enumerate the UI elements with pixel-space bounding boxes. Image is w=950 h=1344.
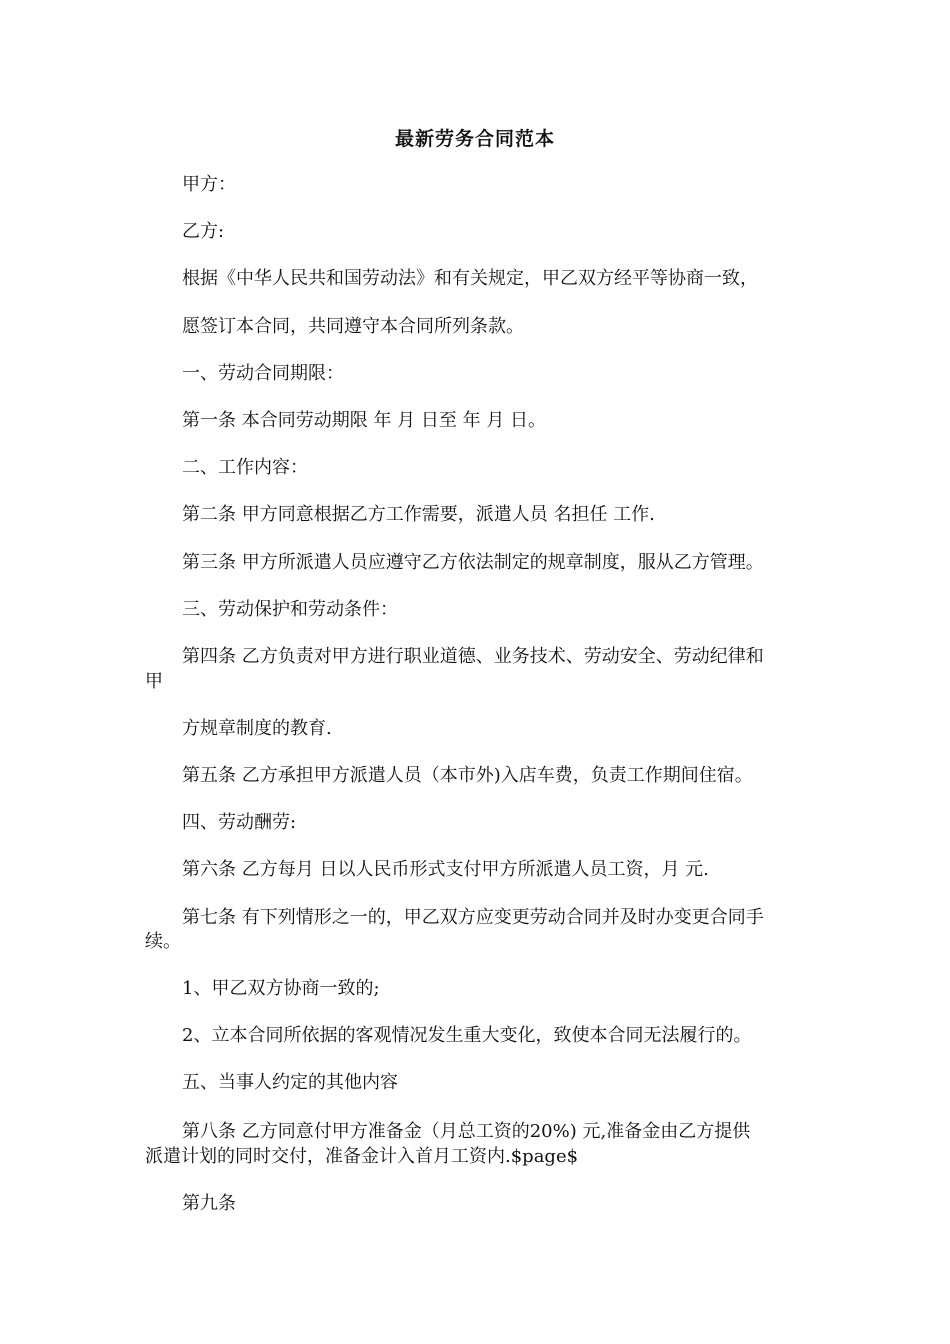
article-8-line-1: 第八条 乙方同意付甲方准备金（月总工资的20%) 元,准备金由乙方提供: [182, 1121, 751, 1142]
article-7-line-1: 第七条 有下列情形之一的，甲乙双方应变更劳动合同并及时办变更合同手: [182, 907, 764, 928]
article-4-line-1: 第四条 乙方负责对甲方进行职业道德、业务技术、劳动安全、劳动纪律和: [182, 646, 764, 667]
article-3: 第三条 甲方所派遣人员应遵守乙方依法制定的规章制度，服从乙方管理。: [182, 552, 764, 573]
article-6: 第六条 乙方每月 日以人民币形式支付甲方所派遣人员工资，月 元.: [182, 859, 709, 880]
party-a-line: 甲方：: [182, 174, 236, 195]
article-9: 第九条: [182, 1193, 236, 1214]
article-4-line-3: 方规章制度的教育.: [182, 718, 332, 739]
preamble-line-1: 根据《中华人民共和国劳动法》和有关规定，甲乙双方经平等协商一致，: [182, 268, 758, 289]
article-4-line-2: 甲: [145, 671, 163, 692]
document-title: 最新劳务合同范本: [394, 128, 555, 150]
article-5: 第五条 乙方承担甲方派遣人员（本市外)入店车费，负责工作期间住宿。: [182, 765, 753, 786]
article-7-item-2: 2、立本合同所依据的客观情况发生重大变化，致使本合同无法履行的。: [182, 1025, 752, 1046]
article-2: 第二条 甲方同意根据乙方工作需要，派遣人员 名担任 工作.: [182, 504, 655, 525]
preamble-line-2: 愿签订本合同，共同遵守本合同所列条款。: [182, 316, 524, 337]
article-7-line-2: 续。: [145, 931, 181, 952]
section-heading-2: 二、工作内容：: [182, 457, 308, 478]
article-1: 第一条 本合同劳动期限 年 月 日至 年 月 日。: [182, 410, 547, 431]
article-8-line-2: 派遣计划的同时交付，准备金计入首月工资内.$page$: [145, 1146, 579, 1167]
party-b-line: 乙方:: [182, 221, 225, 242]
article-7-item-1: 1、甲乙双方协商一致的;: [182, 978, 380, 999]
section-heading-1: 一、劳动合同期限：: [182, 363, 344, 384]
section-heading-5: 五、当事人约定的其他内容: [182, 1072, 398, 1093]
section-heading-3: 三、劳动保护和劳动条件：: [182, 599, 398, 620]
section-heading-4: 四、劳动酬劳:: [182, 812, 297, 833]
